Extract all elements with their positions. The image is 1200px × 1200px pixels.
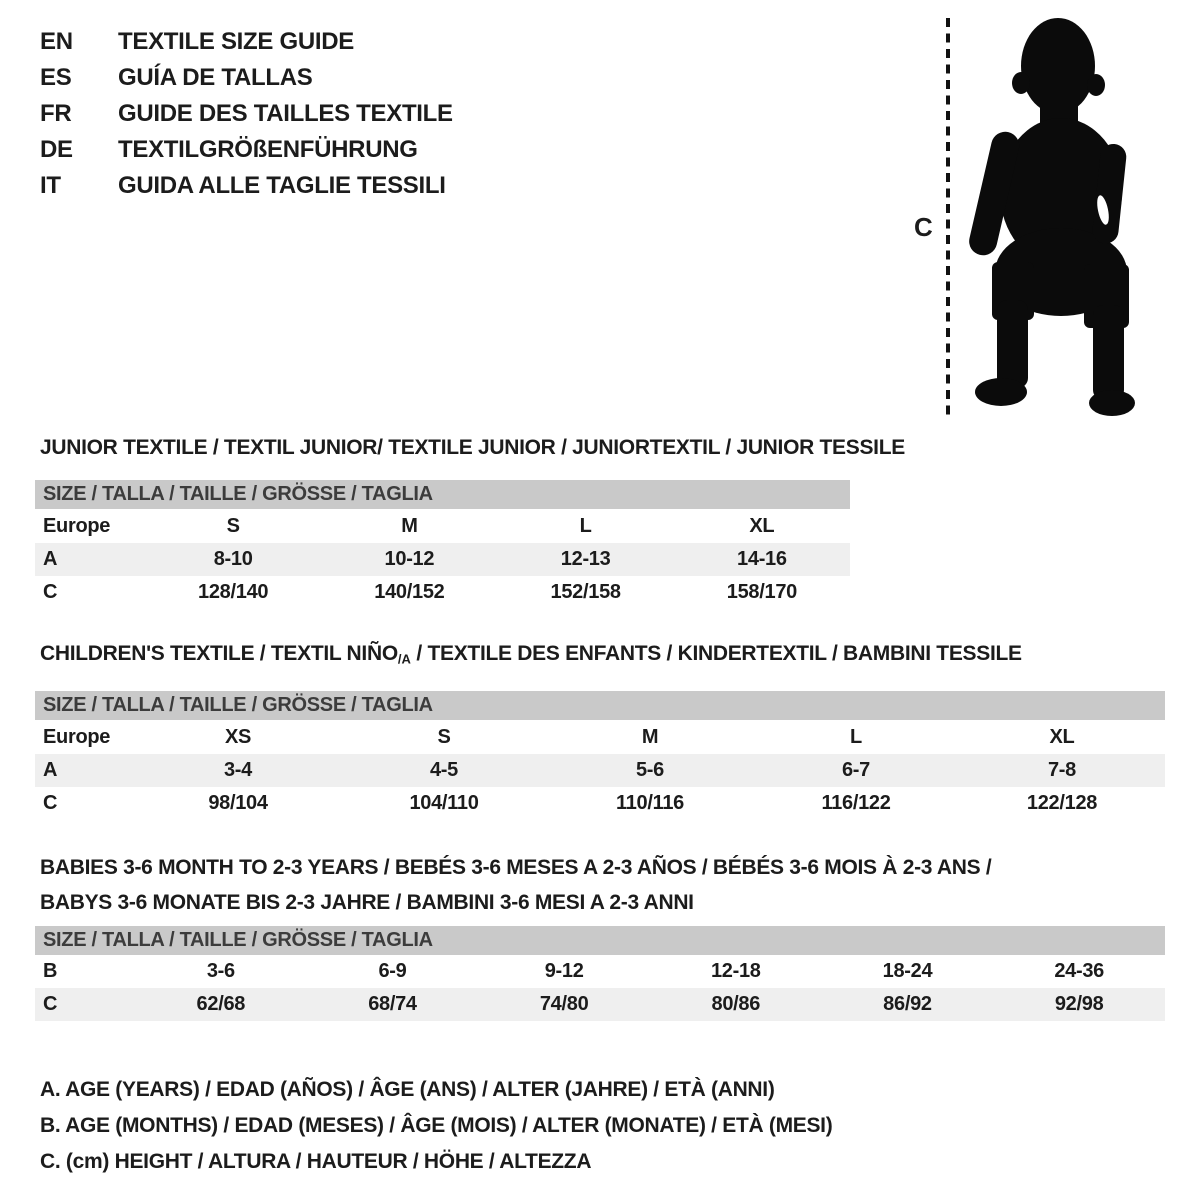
row-label: Europe <box>43 514 111 537</box>
toddler-silhouette <box>966 18 1135 416</box>
lang-code: EN <box>40 28 73 55</box>
babies-size-table <box>35 926 1165 1021</box>
junior-size-table <box>35 480 850 609</box>
table-cell: 9-12 <box>544 960 584 982</box>
lang-row-it <box>40 168 453 204</box>
language-title-list <box>40 24 453 204</box>
babies-section-title <box>40 850 1165 920</box>
measure-legend <box>40 1072 832 1180</box>
table-row-height <box>35 576 850 609</box>
row-label: C <box>43 792 58 815</box>
lang-code: FR <box>40 100 72 127</box>
table-row-height <box>35 787 1165 820</box>
row-label: C <box>43 581 58 603</box>
table-cell: 116/122 <box>821 792 891 815</box>
table-cell: M <box>401 514 418 537</box>
table-cell: 14-16 <box>674 543 850 576</box>
lang-title: GUIDE DES TAILLES TEXTILE <box>118 100 453 127</box>
table-cell: XL <box>749 514 775 537</box>
legend-line-a: A. AGE (YEARS) / EDAD (AÑOS) / ÂGE (ANS) / ALTER (JAHRE) / ETÀ (ANNI) <box>40 1078 775 1101</box>
table-cell: 3-6 <box>206 960 235 982</box>
size-header-cell: SIZE / TALLA / TAILLE / GRÖSSE / TAGLIA <box>35 480 850 509</box>
table-cell: L <box>579 514 592 537</box>
table-cell: 140/152 <box>374 581 445 603</box>
children-title-post: / TEXTILE DES ENFANTS / KINDERTEXTIL / BAMBINI TESSILE <box>410 642 1022 665</box>
junior-section-title: JUNIOR TEXTILE / TEXTIL JUNIOR/ TEXTILE JUNIOR / JUNIORTEXTIL / JUNIOR TESSILE <box>40 436 905 459</box>
table-row-height <box>35 988 1165 1021</box>
size-header-cell: SIZE / TALLA / TAILLE / GRÖSSE / TAGLIA <box>35 926 1165 955</box>
row-label: A <box>35 754 135 787</box>
table-cell: M <box>641 725 659 748</box>
lang-row-de <box>40 132 453 168</box>
table-cell: 158/170 <box>726 581 797 603</box>
legend-line-c: C. (cm) HEIGHT / ALTURA / HAUTEUR / HÖHE / ALTEZZA <box>40 1150 592 1173</box>
table-cell: 18-24 <box>882 960 933 982</box>
table-row-age <box>35 754 1165 787</box>
table-row-europe <box>35 720 1165 754</box>
children-section-title <box>40 642 1165 671</box>
table-cell: 8-10 <box>145 543 321 576</box>
row-label: B <box>43 960 58 982</box>
size-header-row <box>35 691 1165 720</box>
table-cell: S <box>226 514 240 537</box>
children-textile-section <box>35 642 1165 820</box>
table-cell: 110/116 <box>616 792 684 815</box>
table-cell: 86/92 <box>822 988 994 1021</box>
table-cell: 4-5 <box>341 754 547 787</box>
table-cell: 104/110 <box>409 792 479 815</box>
table-cell: 128/140 <box>198 581 269 603</box>
size-header-cell: SIZE / TALLA / TAILLE / GRÖSSE / TAGLIA <box>35 691 1165 720</box>
lang-row-en <box>40 24 453 60</box>
table-cell: 68/74 <box>307 988 479 1021</box>
lang-title: GUÍA DE TALLAS <box>118 64 313 91</box>
lang-code: ES <box>40 64 72 91</box>
lang-title: TEXTILGRÖßENFÜHRUNG <box>118 136 418 163</box>
table-cell: 7-8 <box>959 754 1165 787</box>
table-cell: 3-4 <box>135 754 341 787</box>
table-row-age <box>35 543 850 576</box>
children-size-table <box>35 691 1165 820</box>
row-label: C <box>35 988 135 1021</box>
row-label: A <box>35 543 145 576</box>
table-cell: 6-9 <box>378 960 407 982</box>
babies-title-line2: BABYS 3-6 MONATE BIS 2-3 JAHRE / BAMBINI 3-6 MESI A 2-3 ANNI <box>40 891 694 914</box>
table-cell: 74/80 <box>478 988 650 1021</box>
table-cell: L <box>850 725 862 748</box>
table-cell: XS <box>224 725 252 748</box>
table-cell: S <box>437 725 451 748</box>
children-title-pre: CHILDREN'S TEXTILE / TEXTIL NIÑO <box>40 642 398 665</box>
junior-textile-section <box>35 436 905 609</box>
table-cell: 24-36 <box>1054 960 1104 982</box>
lang-code: IT <box>40 172 61 199</box>
size-header-row <box>35 480 850 509</box>
lang-title: GUIDA ALLE TAGLIE TESSILI <box>118 172 446 199</box>
height-measure-label: C <box>914 212 933 242</box>
table-cell: 122/128 <box>1026 792 1098 815</box>
lang-row-es <box>40 60 453 96</box>
table-row-europe <box>35 509 850 543</box>
table-cell: 6-7 <box>753 754 959 787</box>
table-cell: 12-13 <box>498 543 674 576</box>
table-cell: 62/68 <box>135 988 307 1021</box>
table-cell: 5-6 <box>547 754 753 787</box>
table-cell: 10-12 <box>321 543 497 576</box>
babies-title-line1: BABIES 3-6 MONTH TO 2-3 YEARS / BEBÉS 3-6 MESES A 2-3 AÑOS / BÉBÉS 3-6 MOIS À 2-3 ANS / <box>40 856 992 879</box>
babies-textile-section <box>35 850 1165 1021</box>
table-cell: 98/104 <box>208 792 268 815</box>
lang-row-fr <box>40 96 453 132</box>
table-cell: 80/86 <box>650 988 822 1021</box>
table-row-months <box>35 955 1165 988</box>
row-label: Europe <box>43 725 111 748</box>
lang-title: TEXTILE SIZE GUIDE <box>118 28 354 55</box>
legend-line-b: B. AGE (MONTHS) / EDAD (MESES) / ÂGE (MOIS) / ALTER (MONATE) / ETÀ (MESI) <box>40 1114 833 1137</box>
table-cell: 12-18 <box>710 960 761 982</box>
table-cell: XL <box>1049 725 1075 748</box>
table-cell: 152/158 <box>550 581 621 603</box>
table-cell: 92/98 <box>993 988 1165 1021</box>
lang-code: DE <box>40 136 73 163</box>
children-title-sub: /A <box>397 651 411 667</box>
toddler-silhouette-figure <box>930 0 1180 430</box>
size-header-row <box>35 926 1165 955</box>
